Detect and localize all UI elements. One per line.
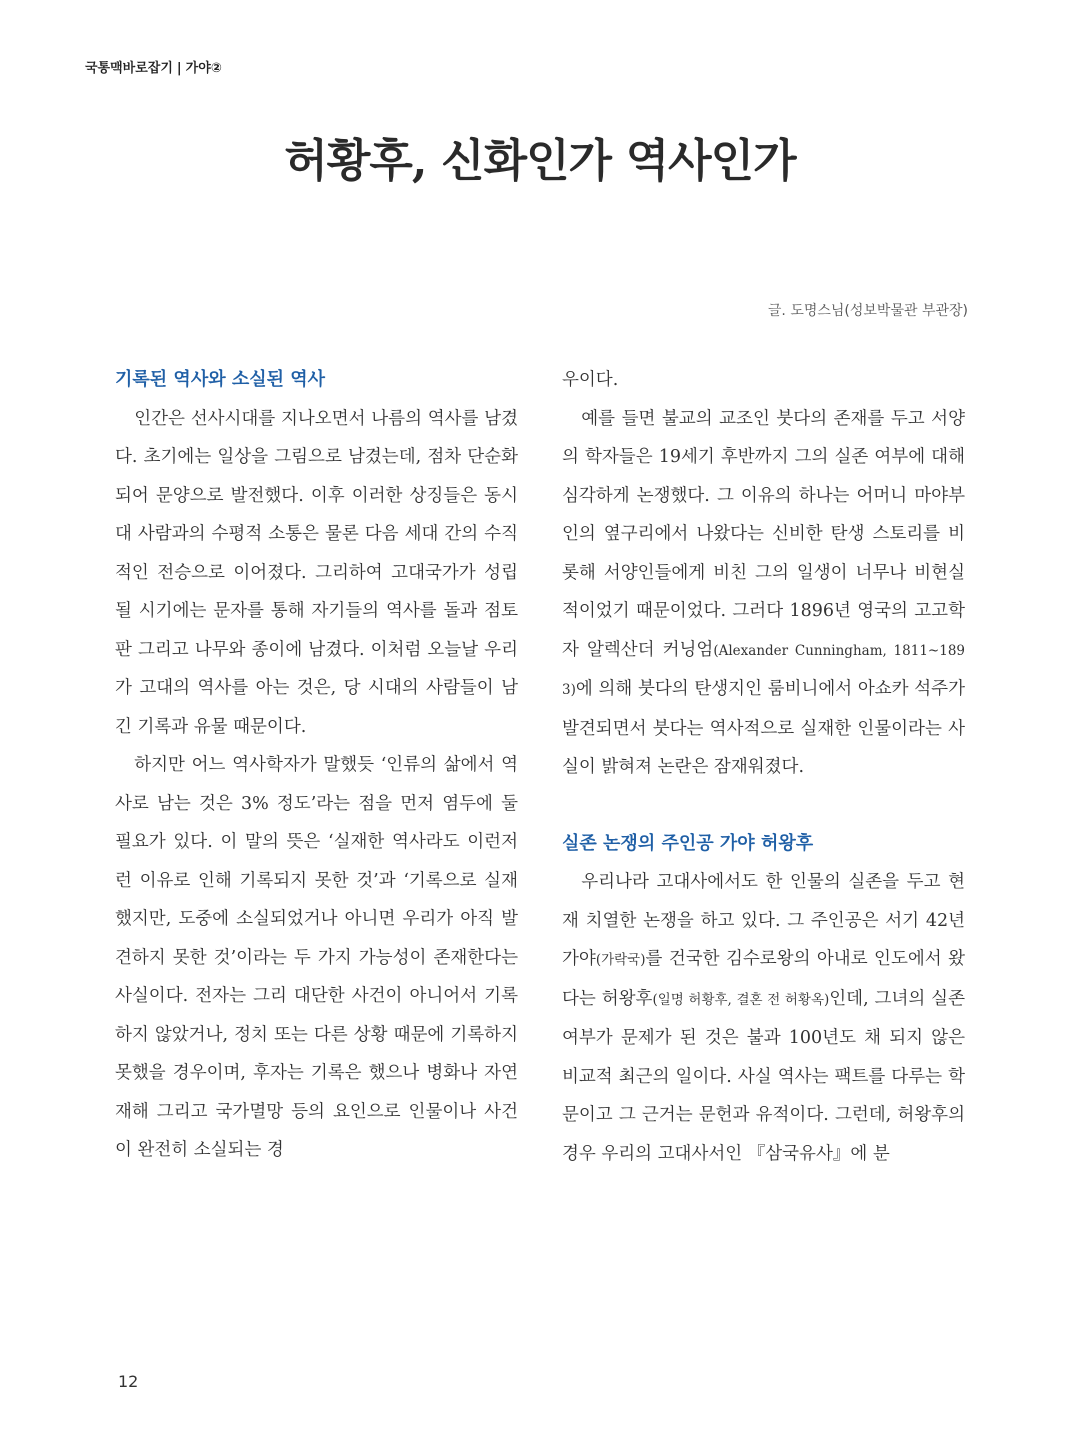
right-column	[562, 361, 965, 1173]
paragraph-4	[562, 863, 965, 1173]
paragraph-1: 인간은 선사시대를 지나오면서 나름의 역사를 남겼다. 초기에는 일상을 그림으로 남겼는데, 점차 단순화되어 문양으로 발전했다. 이후 이러한 상징들은 동시대 사람과의 수평적 소통은 물론 다음 세대 간의 수직적인 전승으로 이어졌다. 그리하여 고대국가가 성립될 시기에는 문자를 통해 자기들의 역사를 돌과 점토판 그리고 나무와 종이에 남겼다. 이처럼 오늘날 우리가 고대의 역사를 아는 것은, 당 시대의 사람들이 남긴 기록과 유물 때문이다.	[115, 408, 518, 737]
paragraph-2-continued: 우이다.	[562, 370, 619, 390]
paragraph-3-annotation: (Alexander Cunningham, 1811~1893)	[562, 642, 965, 698]
paragraph-4-text-c: 인데, 그녀의 실존 여부가 문제가 된 것은 불과 100년도 채 되지 않은 비교적 최근의 일이다. 사실 역사는 팩트를 다루는 학문이고 그 근거는 문헌과 유적이다. 그런데, 허왕후의 경우 우리의 고대사서인 『삼국유사』에 분	[562, 988, 965, 1164]
paragraph-4-annotation-name: (일명 허황후, 결혼 전 허황옥)	[652, 991, 830, 1008]
running-header	[85, 57, 222, 76]
paragraph-4-text-b: 를 건국한 김수로왕의 아내로 인도에서 왔다는 허왕후	[562, 949, 965, 1009]
article-title: 허황후, 신화인가 역사인가	[284, 134, 796, 187]
paragraph-3-text-b: 에 의해 붓다의 탄생지인 룸비니에서 아쇼카 석주가 발견되면서 붓다는 역사적으로 실재한 인물이라는 사실이 밝혀져 논란은 잠재워졌다.	[562, 679, 965, 777]
section-heading-recorded-history: 기록된 역사와 소실된 역사	[115, 369, 326, 390]
left-column	[115, 361, 518, 1170]
article-byline: 글. 도명스님(성보박물관 부관장)	[767, 303, 968, 319]
header-separator: |	[176, 61, 182, 76]
paragraph-4-text-a: 우리나라 고대사에서도 한 인물의 실존을 두고 현재 치열한 논쟁을 하고 있다. 그 주인공은 서기 42년 가야	[562, 872, 965, 969]
paragraph-2: 하지만 어느 역사학자가 말했듯 ‘인류의 삶에서 역사로 남는 것은 3% 정도’라는 점을 먼저 염두에 둘 필요가 있다. 이 말의 뜻은 ‘실재한 역사라도 이런저런 이유로 인해 기록되지 못한 것’과 ‘기록으로 실재했지만, 도중에 소실되었거나 아니면 우리가 아직 발견하지 못한 것’이라는 두 가지 가능성이 존재한다는 사실이다. 전자는 그리 대단한 사건이 아니어서 기록하지 않았거나, 정치 또는 다른 상황 때문에 기록하지 못했을 경우이며, 후자는 기록은 했으나 병화나 자연재해 그리고 국가멸망 등의 요인으로 인물이나 사건이 완전히 소실되는 경	[115, 755, 518, 1160]
paragraph-3-text-a: 예를 들면 불교의 교조인 붓다의 존재를 두고 서양의 학자들은 19세기 후반까지 그의 실존 여부에 대해 심각하게 논쟁했다. 그 이유의 하나는 어머니 마야부인의 옆구리에서 나왔다는 신비한 탄생 스토리를 비롯해 서양인들에게 비친 그의 일생이 너무나 비현실적이었기 때문이었다. 그러다 1896년 영국의 고고학자 알렉산더 커닝엄	[562, 408, 965, 660]
paragraph-3	[562, 400, 965, 787]
paragraph-4-annotation-gaya: (가락국)	[595, 952, 646, 968]
series-subtitle: 가야②	[185, 61, 222, 76]
section-heading-queen-heo: 실존 논쟁의 주인공 가야 허왕후	[562, 832, 814, 854]
page-number: 12	[118, 1372, 139, 1391]
series-title: 국통맥바로잡기	[85, 61, 173, 76]
